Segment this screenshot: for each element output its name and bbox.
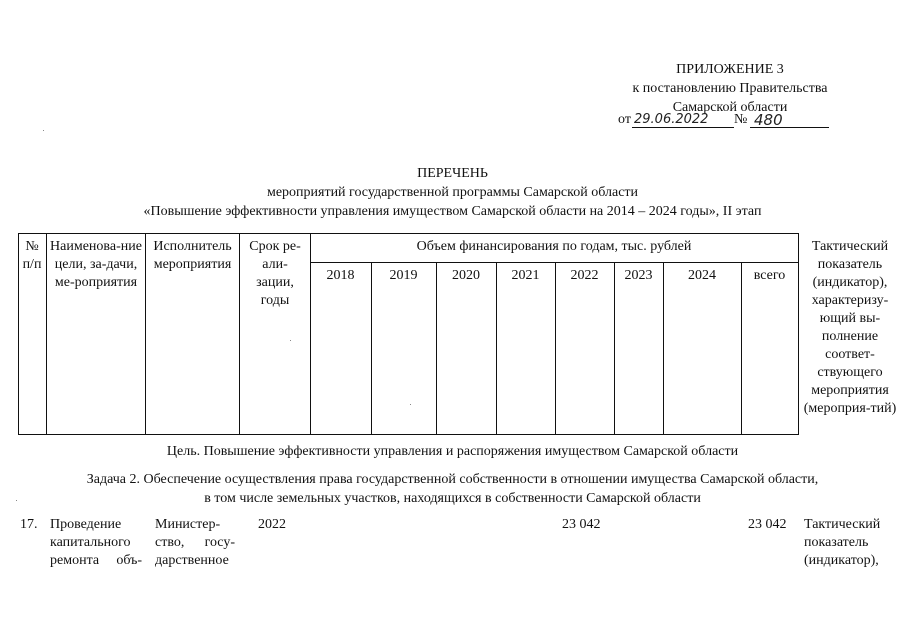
header-term: Срок ре-али-зации, годы [249, 239, 301, 308]
appendix-date-line [618, 112, 833, 131]
row-17-executor-line-1: Министер- [155, 517, 221, 532]
row-17-executor-line-2: ство, госу- [155, 535, 235, 550]
row-17-total: 23 042 [748, 517, 787, 532]
row-17-num: 17. [20, 517, 38, 532]
task-line-1: Задача 2. Обеспечение осуществления права государственной собственности в отношении имущества Самарской области, [86, 472, 819, 487]
header-year-2021: 2021 [511, 268, 540, 283]
date-prefix: от [618, 112, 631, 127]
task-line-2: в том числе земельных участков, находящихся в собственности Самарской области [204, 491, 701, 506]
scan-speck [43, 130, 44, 131]
header-year-2024: 2024 [688, 268, 716, 283]
header-year-2020: 2020 [452, 268, 480, 283]
row-17-executor-line-3: дарственное [155, 553, 229, 568]
header-indicator: Тактический показатель (индикатор), характеризу-ющий вы-полнение соответ-ствующего мероприятия (мероприя-тий) [803, 239, 897, 416]
appendix-line-2: к постановлению Правительства [632, 81, 828, 96]
row-17-name-line-2: капитального [50, 535, 131, 550]
date-value: 29.06.2022 [634, 112, 709, 127]
header-year-2019: 2019 [389, 268, 418, 283]
header-year-2018: 2018 [326, 268, 355, 283]
row-17-value-2022: 23 042 [562, 517, 601, 532]
doc-title: ПЕРЕЧЕНЬ [417, 166, 488, 181]
header-executor: Исполнитель мероприятия [153, 239, 232, 272]
row-17-indicator-line-3: (индикатор), [804, 553, 879, 568]
header-num: № п/п [22, 239, 42, 272]
scan-speck [410, 404, 411, 405]
goal-line: Цель. Повышение эффективности управления и распоряжения имуществом Самарской области [166, 444, 739, 459]
row-17-indicator-line-1: Тактический [804, 517, 881, 532]
header-name: Наименова-ние цели, за-дачи, ме-роприятия [50, 239, 142, 290]
row-17-executor [155, 516, 235, 570]
row-17-term: 2022 [258, 517, 286, 532]
appendix-block [600, 60, 860, 117]
number-value: 480 [754, 111, 783, 129]
date-underline [632, 127, 734, 128]
number-underline [750, 127, 829, 128]
row-17-indicator-line-2: показатель [804, 535, 869, 550]
doc-program-name: «Повышение эффективности управления имуществом Самарской области на 2014 – 2024 годы», II этап [143, 204, 762, 219]
row-17-name-line-1: Проведение [50, 517, 122, 532]
row-17-name-line-3: ремонта объ- [50, 553, 142, 568]
row-17-name [50, 516, 142, 570]
appendix-line-3: Самарской области [672, 100, 788, 115]
row-17-indicator [804, 516, 880, 570]
header-funding: Объем финансирования по годам, тыс. рублей [416, 239, 692, 254]
doc-subtitle: мероприятий государственной программы Самарской области [266, 185, 639, 200]
header-total: всего [753, 268, 786, 283]
header-year-2023: 2023 [624, 268, 653, 283]
scan-speck [16, 500, 17, 501]
number-sign: № [734, 112, 748, 127]
appendix-title: ПРИЛОЖЕНИЕ 3 [676, 62, 784, 77]
scan-speck [290, 340, 291, 341]
header-year-2022: 2022 [570, 268, 599, 283]
